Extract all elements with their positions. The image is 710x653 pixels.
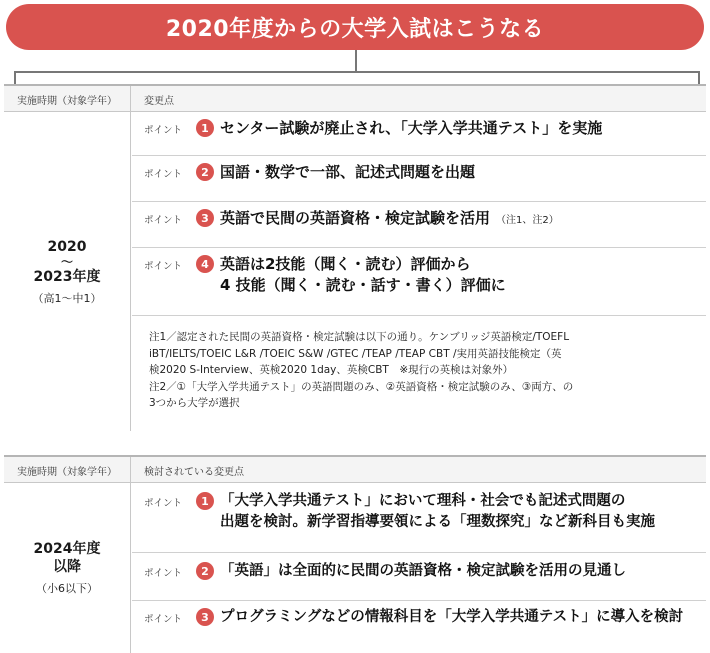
point-row <box>132 561 706 601</box>
connector-line <box>14 71 700 73</box>
period-cell <box>4 112 131 431</box>
point-row <box>132 208 706 248</box>
footnote-line: iBT/IELTS/TOEIC L&R /TOEIC S&W /GTEC /TEAP /TEAP CBT /実用英語技能検定（英 <box>149 347 562 360</box>
header-period: 実施時期（対象学年） <box>4 457 131 483</box>
point-number-badge: 3 <box>196 608 214 626</box>
period-year-end: 2023年度 <box>33 268 101 285</box>
header-change: 検討されている変更点 <box>144 466 244 478</box>
footnote-line: 検2020 S-Interview、英検2020 1day、英検CBT ※現行の英検は対象外） <box>149 364 514 376</box>
point-text-line: 「大学入学共通テスト」において理科・社会でも記述式問題の <box>220 493 626 509</box>
period-year-end: 以降 <box>53 559 81 575</box>
header-change: 変更点 <box>144 95 174 107</box>
point-number-badge: 1 <box>196 492 214 510</box>
connector-line <box>355 50 357 72</box>
point-label: ポイント <box>144 614 183 625</box>
footnote-line: 3つから大学が選択 <box>149 397 240 409</box>
table-header <box>4 457 706 483</box>
section-2020-2023 <box>4 84 706 429</box>
header-period: 実施時期（対象学年） <box>4 86 131 112</box>
period-year-start: 2024年度 <box>33 541 101 557</box>
period-grade: （高1〜中1） <box>32 291 102 305</box>
section-2024 <box>4 455 706 651</box>
point-number-badge: 3 <box>196 209 214 227</box>
point-text-line: 4 技能（聞く・読む・話す・書く）評価に <box>220 276 506 294</box>
point-text <box>220 208 559 231</box>
point-label: ポイント <box>144 169 183 180</box>
period-cell <box>4 483 131 653</box>
point-text-line: 出題を検討。新学習指導要領による「理数探究」など新科目も実施 <box>220 514 655 530</box>
point-number-badge: 4 <box>196 255 214 273</box>
footnote-line: 注2／①「大学入学共通テスト」の英語問題のみ、②英語資格・検定試験のみ、③両方、の <box>149 380 574 393</box>
point-number-badge: 2 <box>196 562 214 580</box>
point-label: ポイント <box>144 568 183 579</box>
point-text: プログラミングなどの情報科目を「大学入学共通テスト」に導入を検討 <box>220 609 684 625</box>
footnote-line: 注1／認定された民間の英語資格・検定試験は以下の通り。ケンブリッジ英語検定/TOEFL <box>149 331 570 343</box>
point-row <box>132 162 706 202</box>
point-text <box>220 491 655 533</box>
point-row <box>132 607 706 647</box>
period-year-start: 2020 <box>47 238 87 255</box>
point-text: センター試験が廃止され、「大学入学共通テスト」を実施 <box>220 119 603 137</box>
point-text: 国語・数学で一部、記述式問題を出題 <box>220 163 476 181</box>
period-tilde: 〜 <box>60 254 73 269</box>
point-number-badge: 2 <box>196 163 214 181</box>
period-grade: （小6以下） <box>36 582 98 595</box>
point-text-main: 英語で民間の英語資格・検定試験を活用 <box>220 209 491 227</box>
point-label: ポイント <box>144 261 183 272</box>
table-header <box>4 86 706 112</box>
connector-line <box>14 71 16 85</box>
point-label: ポイント <box>144 215 183 226</box>
point-note: （注1、注2） <box>496 215 559 226</box>
point-label: ポイント <box>144 498 183 509</box>
page-title: 2020年度からの大学入試はこうなる <box>6 4 704 50</box>
point-number-badge: 1 <box>196 119 214 137</box>
point-text: 「英語」は全面的に民間の英語資格・検定試験を活用の見通し <box>220 563 626 579</box>
point-row <box>132 118 706 156</box>
point-label: ポイント <box>144 125 183 136</box>
footnotes <box>149 329 699 412</box>
point-row <box>132 491 706 553</box>
point-text <box>220 254 506 296</box>
point-row <box>132 254 706 316</box>
point-text-line: 英語は2技能（聞く・読む）評価から <box>220 255 471 273</box>
connector-line <box>698 71 700 85</box>
